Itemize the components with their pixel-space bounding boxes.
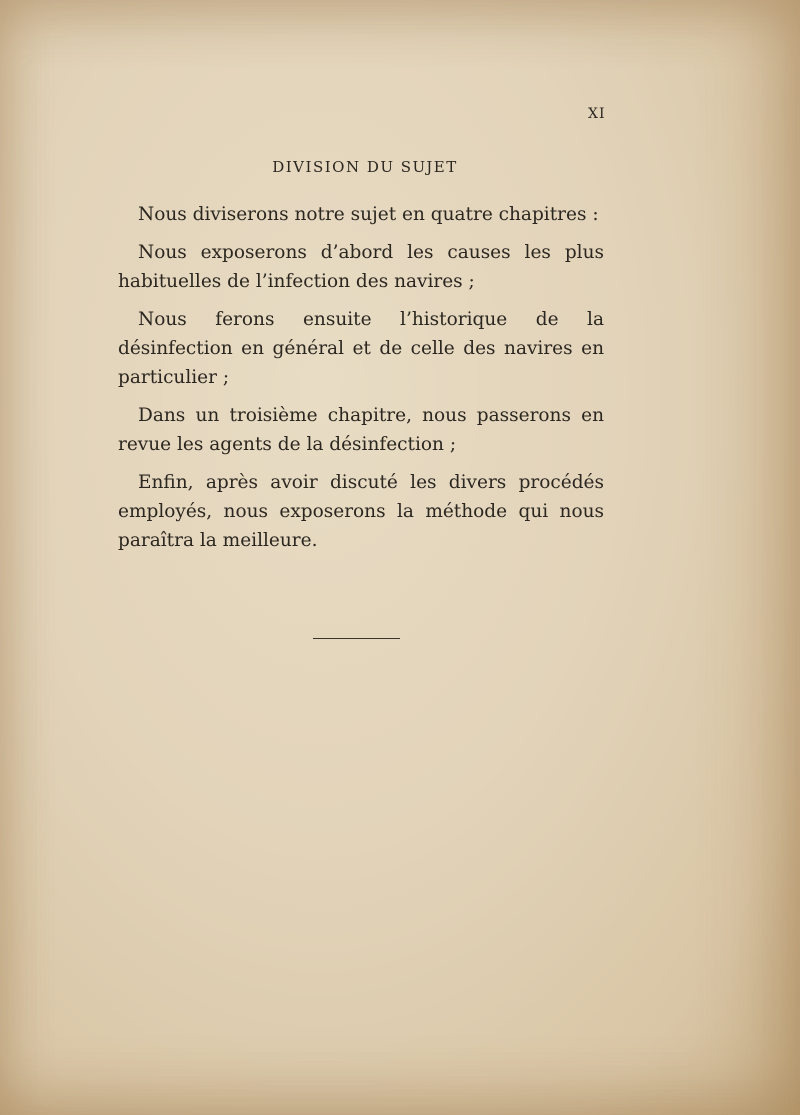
paragraph: Nous ferons ensuite l’historique de la désinfection en général et de celle des navires en particulier ;: [118, 309, 604, 388]
paragraph: Dans un troisième chapitre, nous passerons en revue les agents de la désinfection ;: [118, 405, 604, 455]
paragraph: Nous diviserons notre sujet en quatre chapitres :: [138, 204, 599, 225]
page-number: XI: [588, 106, 606, 122]
paragraph: Enfin, après avoir discuté les divers procédés employés, nous exposerons la méthode qui nous paraîtra la meilleure.: [118, 472, 604, 551]
body-text: [118, 200, 604, 564]
section-heading: DIVISION DU SUJET: [272, 158, 458, 176]
end-rule-divider: [313, 638, 400, 639]
paragraph: Nous exposerons d’abord les causes les plus habituelles de l’infection des navires ;: [118, 242, 604, 292]
